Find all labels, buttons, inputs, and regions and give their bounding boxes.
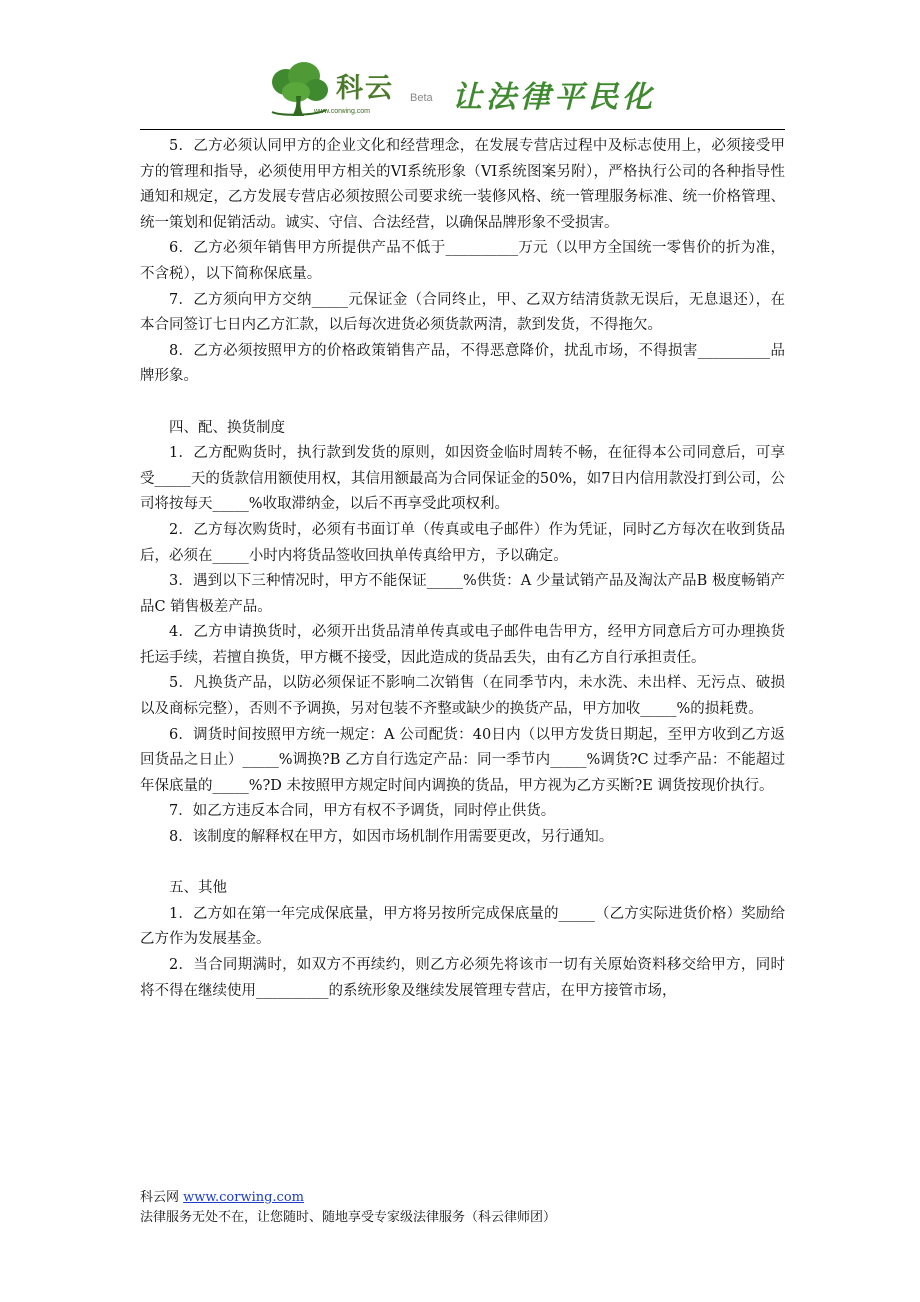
clause-4-3: 3．遇到以下三种情况时，甲方不能保证_____%供货：A 少量试销产品及淘汰产品B 极度畅销产品C 销售极差产品。 — [140, 573, 785, 615]
header-divider — [140, 129, 785, 130]
logo-beta-label: Beta — [410, 92, 433, 104]
clause-3-6: 6．乙方必须年销售甲方所提供产品不低于__________万元（以甲方全国统一零售价的折为准，不含税），以下简称保底量。 — [140, 240, 785, 282]
footer-site-line — [140, 1188, 556, 1208]
clause-4-6: 6．调货时间按照甲方统一规定：A 公司配货：40日内（以甲方发货日期起，至甲方收到乙方返回货品之日止）_____%调换?B 乙方自行选定产品：同一季节内_____%调货?C 过季产品：不能超过年保底量的_____%?D 未按照甲方规定时间内调换的货品，甲方视为乙方买断?E 调货按现价执行。 — [140, 726, 785, 794]
logo-url: www.corwing.com — [314, 108, 371, 115]
section-heading-4: 四、配、换货制度 — [169, 419, 285, 436]
clause-4-1: 1．乙方配购货时，执行款到发货的原则，如因资金临时周转不畅，在征得本公司同意后，可享受_____天的货款信用额使用权，其信用额最高为合同保证金的50%，如7日内信用款没打到公司，公司将按每天_____%收取滞纳金，以后不再享受此项权利。 — [140, 445, 785, 513]
page-header — [140, 56, 785, 130]
page-footer — [140, 1188, 556, 1228]
clause-4-7: 7．如乙方违反本合同，甲方有权不予调货，同时停止供货。 — [169, 803, 556, 820]
footer-site-link[interactable]: www.corwing.com — [183, 1190, 304, 1205]
section-heading-5: 五、其他 — [169, 880, 227, 897]
clause-3-8: 8．乙方必须按照甲方的价格政策销售产品，不得恶意降价，扰乱市场，不得损害__________品牌形象。 — [140, 342, 785, 385]
clause-4-8: 8．该制度的解释权在甲方，如因市场机制作用需要更改，另行通知。 — [169, 829, 614, 846]
clause-4-2: 2．乙方每次购货时，必须有书面订单（传真或电子邮件）作为凭证，同时乙方每次在收到货品后，必须在_____小时内将货品签收回执单传真给甲方，予以确定。 — [140, 521, 785, 564]
clause-4-4: 4．乙方申请换货时，必须开出货品清单传真或电子邮件电告甲方，经甲方同意后方可办理换货托运手续，若擅自换货，甲方概不接受，因此造成的货品丢失，由有乙方自行承担责任。 — [140, 624, 785, 666]
footer-tagline: 法律服务无处不在，让您随时、随地享受专家级法律服务（科云律师团） — [140, 1210, 557, 1225]
clause-3-5: 5．乙方必须认同甲方的企业文化和经营理念，在发展专营店过程中及标志使用上，必须接受甲方的管理和指导，必须使用甲方相关的VI系统形象（VI系统图案另附），严格执行公司的各种指导性通知和规定，乙方发展专营店必须按照公司要求统一装修风格、统一管理服务标准、统一价格管理、统一策划和促销活动。诚实、守信、合法经营，以确保品牌形象不受损害。 — [140, 138, 785, 231]
clause-3-7: 7．乙方须向甲方交纳_____元保证金（合同终止，甲、乙双方结清货款无误后，无息退还），在本合同签订七日内乙方汇款，以后每次进货必须货款两清，款到发货，不得拖欠。 — [140, 291, 785, 334]
clause-4-5: 5．凡换货产品，以防必须保证不影响二次销售（在同季节内，未水洗、未出样、无污点、破损以及商标完整），否则不予调换，另对包装不齐整或缺少的换货产品，甲方加收_____%的损耗费。 — [140, 675, 785, 718]
clause-5-1: 1．乙方如在第一年完成保底量，甲方将另按所完成保底量的_____（乙方实际进货价格）奖励给乙方作为发展基金。 — [140, 905, 785, 948]
logo-name: 科云 — [336, 73, 394, 104]
document-body — [140, 134, 785, 1004]
footer-site-name: 科云网 — [140, 1190, 180, 1205]
clause-5-2: 2．当合同期满时，如双方不再续约，则乙方必须先将该市一切有关原始资料移交给甲方，同时将不得在继续使用__________的系统形象及继续发展管理专营店，在甲方接管市场， — [140, 957, 785, 999]
header-slogan: 让法律平民化 — [452, 80, 656, 115]
